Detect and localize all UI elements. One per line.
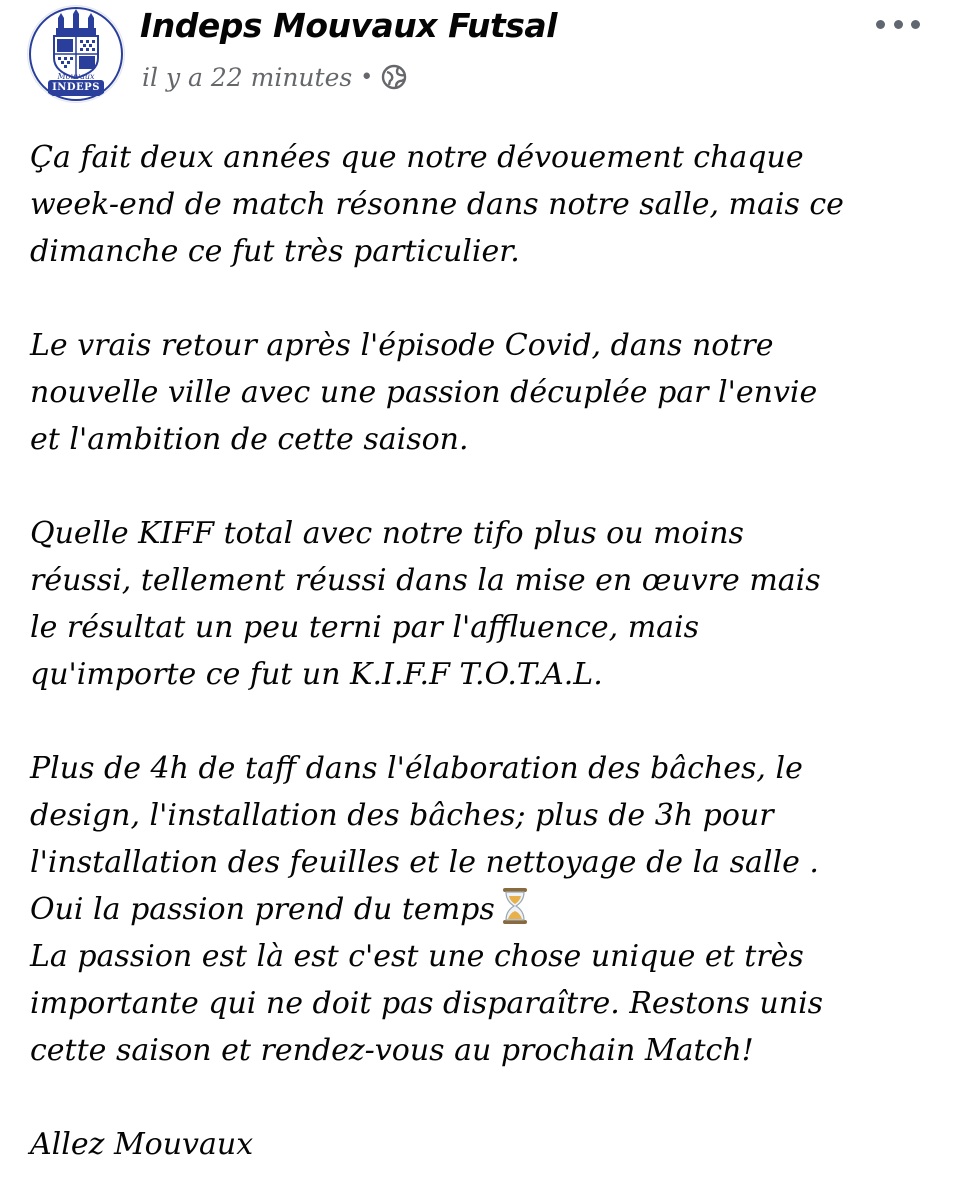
hourglass-icon (501, 887, 529, 925)
message-line: design, l'installation des bâches; plus de 3h pour (30, 798, 774, 833)
crest-script-text: Mouvaux (57, 72, 95, 81)
message-line: Allez Mouvaux (30, 1127, 254, 1162)
post-timestamp[interactable]: il y a 22 minutes (142, 62, 353, 92)
message-line: nouvelle ville avec une passion décuplée par l'envie (30, 375, 818, 410)
message-line: week-end de match résonne dans notre salle, mais ce (30, 187, 844, 222)
post-header (0, 0, 957, 110)
avatar[interactable] (28, 6, 124, 102)
message-line: Ça fait deux années que notre dévouement chaque (30, 140, 804, 175)
page-name-link[interactable]: Indeps Mouvaux Futsal (140, 6, 557, 45)
paragraph-1 (30, 134, 940, 275)
paragraph-5 (30, 1121, 940, 1168)
message-line-text: Oui la passion prend du temps (30, 892, 495, 927)
more-options-dot (911, 20, 920, 29)
message-line: importante qui ne doit pas disparaître. Restons unis (30, 986, 824, 1021)
paragraph-gap (30, 275, 940, 322)
globe-icon[interactable] (381, 64, 407, 90)
message-line: et l'ambition de cette saison. (30, 422, 469, 457)
paragraph-gap (30, 698, 940, 745)
more-options-icon (876, 20, 885, 29)
crest-name-text: INDEPS (52, 82, 100, 93)
post-meta (142, 60, 407, 94)
message-line: Le vrais retour après l'épisode Covid, dans notre (30, 328, 774, 363)
more-options-button[interactable] (876, 12, 920, 36)
message-line: réussi, tellement réussi dans la mise en œuvre mais (30, 563, 821, 598)
message-line: le résultat un peu terni par l'affluence, mais (30, 610, 700, 645)
post-message (30, 134, 940, 1168)
message-line: Quelle KIFF total avec notre tifo plus ou moins (30, 516, 744, 551)
message-line: l'installation des feuilles et le nettoyage de la salle . (30, 845, 819, 880)
meta-separator: • (360, 64, 374, 90)
message-line: La passion est là est c'est une chose unique et très (30, 939, 804, 974)
paragraph-4 (30, 745, 940, 1074)
paragraph-gap (30, 1074, 940, 1121)
message-line: qu'importe ce fut un K.I.F.F T.O.T.A.L. (30, 657, 603, 692)
paragraph-3 (30, 510, 940, 698)
message-line: dimanche ce fut très particulier. (30, 234, 520, 269)
paragraph-gap (30, 463, 940, 510)
more-options-dot (894, 20, 903, 29)
message-line: cette saison et rendez-vous au prochain Match! (30, 1033, 754, 1068)
message-line: Plus de 4h de taff dans l'élaboration des bâches, le (30, 751, 803, 786)
paragraph-2 (30, 322, 940, 463)
message-line-with-emoji (30, 886, 940, 933)
